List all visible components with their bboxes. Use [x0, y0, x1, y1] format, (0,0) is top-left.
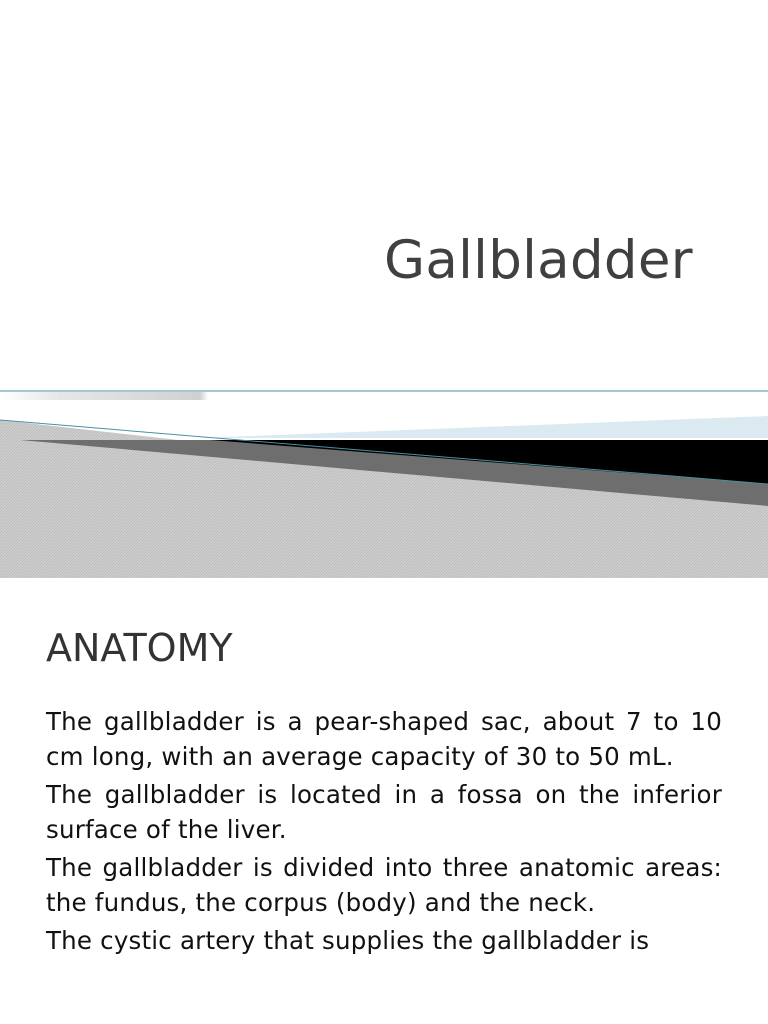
content-slide	[0, 578, 768, 1024]
light-blue-wedge	[200, 416, 768, 438]
paragraph: The gallbladder is a pear-shaped sac, about 7 to 10 cm long, with an average capacity of 30 to 50 mL.	[46, 707, 722, 771]
paragraph: The gallbladder is located in a fossa on the inferior surface of the liver.	[46, 780, 722, 844]
fade-line	[0, 392, 400, 400]
body-text	[46, 704, 722, 961]
slide-title: Gallbladder	[384, 230, 693, 291]
paragraph: The cystic artery that supplies the gallbladder is	[46, 926, 650, 955]
paragraph: The gallbladder is divided into three anatomic areas: the fundus, the corpus (body) and the neck.	[46, 853, 722, 917]
decorative-band	[0, 380, 768, 578]
section-heading: ANATOMY	[46, 626, 233, 670]
